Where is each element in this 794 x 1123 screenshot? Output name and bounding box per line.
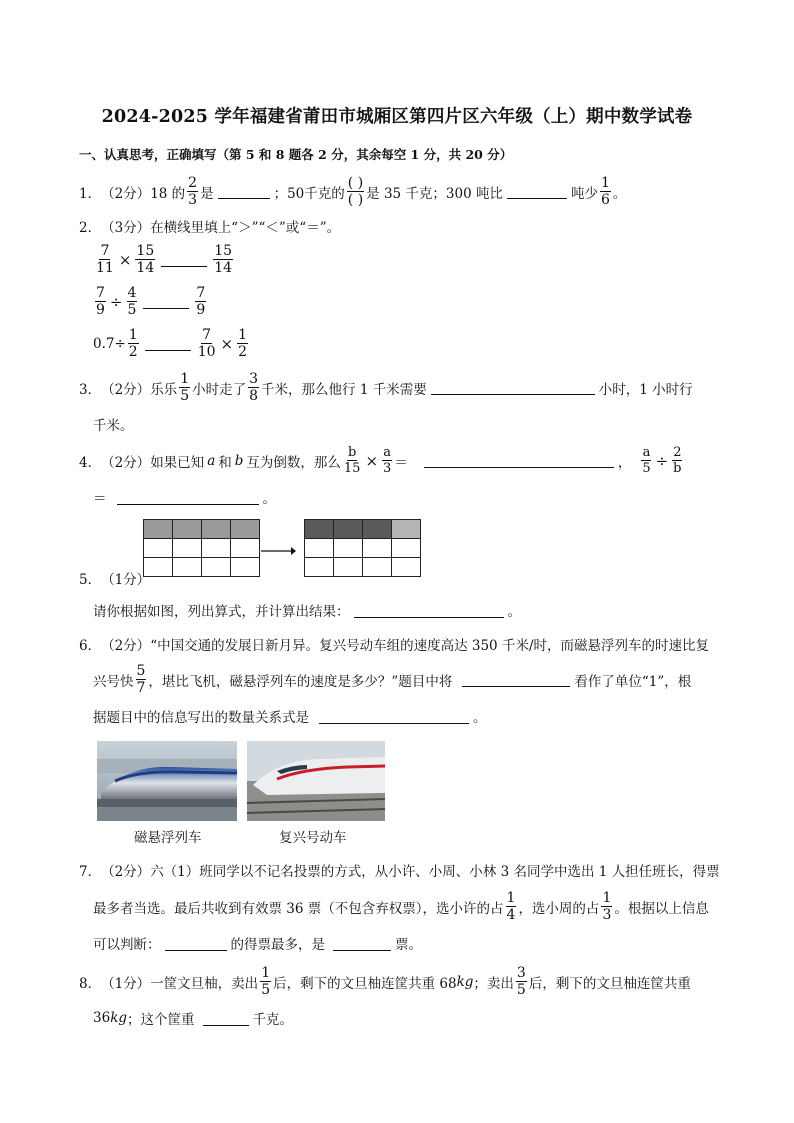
q3-text: 乐乐 [150,381,178,398]
q6-text: 兴号快 [93,673,134,690]
question-number: 6． [79,638,102,654]
q6-text: 。 [473,710,487,726]
image-caption-maglev: 磁悬浮列车 [134,830,202,846]
period: 。 [507,604,521,620]
q8-text: ；这个筐重 [127,1012,195,1028]
question-6-line-2 [93,664,691,695]
question-3 [79,372,693,403]
answer-blank[interactable] [117,490,259,505]
q6-text: ，堪比飞机，磁悬浮列车的速度是多少？”题目中将 [148,673,453,690]
answer-blank[interactable] [354,603,504,618]
q8-text: 千克。 [252,1012,294,1028]
q1-text: 吨少 [570,185,598,202]
fraction: $\frac{7}{9}$ [196,285,206,318]
decimal-term: 0.7÷ [93,335,126,352]
fraction: $\frac{3}{5}$ [516,965,526,998]
variable-b: b [234,452,244,469]
operator: × [220,334,234,353]
fuxing-train-image [247,741,385,821]
fraction: $\frac{7}{10}$ [197,327,216,360]
fraction: $\frac{15}{14}$ [214,243,233,276]
exam-title: 2024-2025 学年福建省莆田市城厢区第四片区六年级（上）期中数学试卷 [101,107,693,127]
fraction: $\frac{a}{3}$ [383,445,392,476]
q1-text: 是 [200,185,214,202]
fraction: $\frac{15}{14}$ [136,243,155,276]
compare-row-1 [93,244,235,275]
q4-text: 互为倒数，那么 [246,454,341,471]
q1-text: ；50千克的 [273,185,345,202]
question-score: （2分） [101,454,151,471]
question-number: 4． [79,454,102,471]
fraction: $\frac{7}{9}$ [96,285,105,318]
equals-sign: ＝ [93,491,107,507]
q3-text: 千米，那么他行 1 千米需要 [261,381,427,398]
question-6-line-3 [93,706,487,726]
q7-text: 六（1）班同学以不记名投票的方式，从小许、小周、小林 3 名同学中选出 1 人担任班长，得票 [150,864,720,880]
fraction: $\frac{7}{11}$ [96,243,114,276]
question-2 [79,216,340,236]
fraction: $\frac{( )}{( )}$ [347,175,364,208]
question-score: （1分） [101,572,151,588]
q1-text: 。 [612,185,627,202]
question-score: （2分） [101,638,151,654]
question-7-line-2 [93,891,709,922]
question-5 [79,568,150,588]
question-score: （2分） [101,864,151,880]
unit-kg: kg [110,1010,128,1026]
q8-text: ；卖出 [473,975,514,992]
fraction: $\frac{a}{5}$ [642,445,651,476]
operator: × [365,451,379,470]
answer-blank[interactable] [218,184,270,199]
question-number: 5． [79,572,102,588]
q3-text: 小时走了 [192,381,247,398]
section-heading: 一、认真思考，正确填写（第 5 和 8 题各 2 分，其余每空 1 分，共 20 分） [79,147,513,162]
q2-text: 在横线里填上“＞”“＜”或“＝”。 [150,220,341,236]
answer-blank[interactable] [462,672,570,687]
question-3-line-2 [93,414,134,434]
q3-text: 千米。 [93,418,134,434]
variable-a: a [207,452,216,469]
q4-text: 如果已知 [150,454,205,471]
fraction: $\frac{2}{b}$ [673,445,682,476]
answer-blank[interactable] [431,380,595,395]
question-number: 3． [79,381,102,398]
q3-text: 小时，1 小时行 [598,381,693,398]
question-number: 2． [79,220,102,236]
fraction: $\frac{1}{5}$ [180,371,190,404]
question-score: （2分） [101,185,151,202]
q6-text: “中国交通的发展日新月异。复兴号动车组的速度高达 350 千米/时，而磁悬浮列车的时速比复 [150,638,709,654]
question-6 [79,634,709,654]
answer-blank[interactable] [333,936,391,951]
q8-text: 一筐文旦柚，卖出 [150,975,259,992]
question-7 [79,860,720,880]
operator: ÷ [109,292,123,311]
q8-text: 36 [93,1010,111,1026]
q1-text: 是 35 千克；300 吨比 [366,185,503,202]
answer-blank[interactable] [145,336,191,351]
fraction: $\frac{1}{2}$ [238,327,248,360]
fraction: $\frac{4}{5}$ [127,285,137,318]
fraction: $\frac{1}{2}$ [128,327,138,360]
fraction: $\frac{2}{3}$ [188,175,198,208]
fraction: $\frac{1}{6}$ [600,175,610,208]
fraction: $\frac{1}{3}$ [602,890,612,923]
question-5-line-2 [93,600,521,620]
operator: ÷ [655,451,669,470]
q7-text: ，选小周的占 [518,900,600,917]
fraction: $\frac{1}{4}$ [506,890,516,923]
q7-text: 最多者当选。最后共收到有效票 36 票（不包含弃权票），选小许的占 [93,900,504,917]
grid-diagram-right [304,519,421,577]
equals-sign: ＝ [394,454,408,471]
question-8-line-2 [93,1008,293,1028]
q7-text: 可以判断： [93,937,161,953]
q7-text: 的得票最多，是 [230,937,325,953]
answer-blank[interactable] [507,184,567,199]
image-caption-fuxing: 复兴号动车 [279,830,347,846]
answer-blank[interactable] [161,252,207,267]
comma: ， [617,454,632,471]
q5-text: 请你根据如图，列出算式，并计算出结果： [93,604,350,620]
grid-diagram-left [143,519,260,577]
question-8 [79,966,691,997]
fraction: $\frac{1}{5}$ [261,965,271,998]
answer-blank[interactable] [143,294,189,309]
arrow-right-icon [259,544,297,558]
answer-blank[interactable] [203,1011,249,1026]
q4-text: 和 [218,454,232,471]
compare-row-2 [93,286,208,317]
question-4-line-2 [93,487,276,507]
q8-text: 后，剩下的文旦柚连筐共重 68 [273,975,457,992]
q6-text: 据题目中的信息写出的数量关系式是 [93,710,309,726]
question-4 [79,446,685,475]
q7-text: 。根据以上信息 [614,900,709,917]
fraction: $\frac{b}{15}$ [343,445,361,476]
period: 。 [262,491,276,507]
question-score: （1分） [101,975,151,992]
q7-text: 票。 [395,937,422,953]
question-score: （3分） [101,220,151,236]
q6-text: 看作了单位“1”，根 [574,673,692,690]
unit-kg: kg [456,973,474,990]
answer-blank[interactable] [319,709,469,724]
question-number: 8． [79,975,102,992]
fraction: $\frac{5}{7}$ [136,663,146,696]
answer-blank[interactable] [165,936,227,951]
operator: × [118,250,132,269]
maglev-train-image [97,741,237,821]
answer-blank[interactable] [424,453,614,468]
compare-row-3 [93,328,250,359]
q8-text: 后，剩下的文旦柚连筐共重 [528,975,691,992]
question-number: 7． [79,864,102,880]
question-1 [79,176,626,207]
q1-text: 18 的 [150,185,186,202]
question-score: （2分） [101,381,151,398]
question-number: 1． [79,185,102,202]
question-7-line-3 [93,933,422,953]
fraction: $\frac{3}{8}$ [249,371,259,404]
